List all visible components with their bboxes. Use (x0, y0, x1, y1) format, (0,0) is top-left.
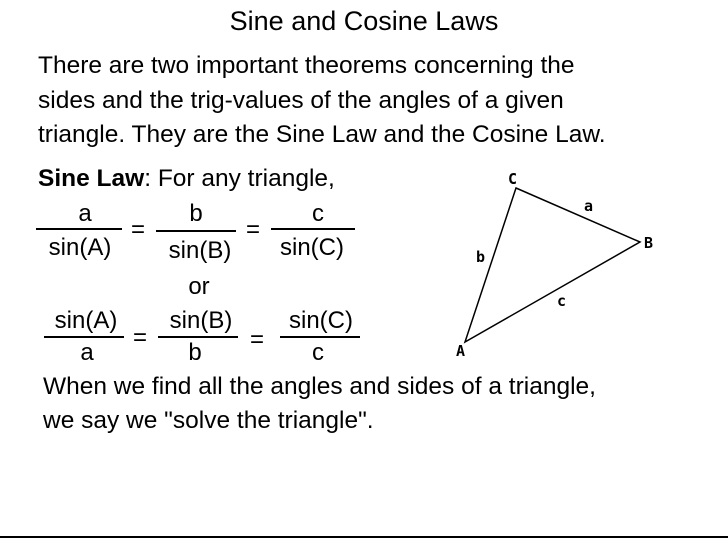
fraction-6-denominator: c (312, 339, 324, 366)
fraction-4-numerator: sin(A) (54, 307, 118, 334)
sine-law-intro: : For any triangle, (144, 165, 335, 192)
intro-line-2: sides and the trig-values of the angles of a given (38, 87, 564, 114)
bottom-rule (0, 536, 728, 538)
fraction-2-numerator: b (189, 200, 203, 227)
intro-line-1: There are two important theorems concerning the (38, 52, 575, 79)
side-b-label: b (476, 248, 486, 266)
or-text: or (188, 273, 210, 300)
solve-line-1: When we find all the angles and sides of a triangle, (43, 373, 596, 400)
equals-sign-3: = (133, 324, 148, 351)
intro-line-3: triangle. They are the Sine Law and the Cosine Law. (38, 121, 606, 148)
slide-title: Sine and Cosine Laws (229, 6, 499, 36)
solve-line-2: we say we "solve the triangle". (43, 407, 374, 434)
equals-sign-4: = (250, 326, 265, 353)
sine-law-label: Sine Law (38, 165, 145, 192)
vertex-c-label: C (508, 170, 518, 188)
fraction-6-numerator: sin(C) (289, 307, 353, 334)
fraction-1-denominator: sin(A) (48, 234, 112, 261)
equals-sign-1: = (131, 216, 146, 243)
fraction-3-numerator: c (312, 200, 324, 227)
fraction-2-denominator: sin(B) (168, 237, 232, 264)
fraction-5-numerator: sin(B) (169, 307, 233, 334)
fraction-1-numerator: a (78, 200, 92, 227)
equals-sign-2: = (246, 216, 261, 243)
fraction-5-denominator: b (188, 339, 202, 366)
side-c-label: c (557, 292, 567, 310)
fraction-3-denominator: sin(C) (280, 234, 344, 261)
triangle-outline (465, 188, 640, 342)
side-a-label: a (584, 197, 594, 215)
fraction-4-denominator: a (80, 339, 94, 366)
vertex-a-label: A (456, 342, 466, 360)
vertex-b-label: B (644, 234, 654, 252)
